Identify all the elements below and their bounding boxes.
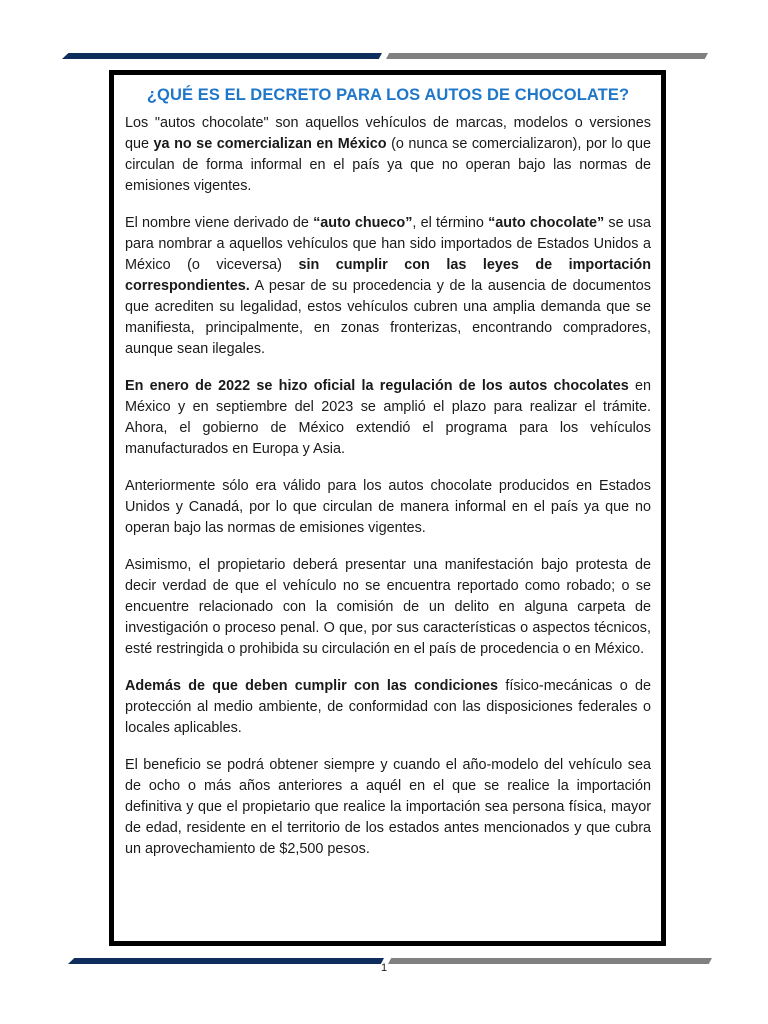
page-number: 1 bbox=[380, 962, 388, 974]
paragraph-owner-declaration bbox=[125, 555, 651, 660]
paragraph-previous-validity bbox=[125, 476, 651, 539]
bold-phrase: Además de que deben cumplir con las condiciones bbox=[125, 678, 499, 694]
paragraph-text: , el término bbox=[412, 215, 489, 231]
article-frame bbox=[109, 70, 666, 946]
paragraph-text: El nombre viene derivado de bbox=[125, 215, 314, 231]
article-content bbox=[125, 80, 651, 876]
header-gray-stripe bbox=[386, 53, 708, 59]
paragraph-text: A pesar de su procedencia y de la ausencia de documentos que acrediten su legalidad, estos vehículos cubren una amplia demanda que se manifiesta, principalmente, en zonas fronterizas, encontrando compradores, aunque sean ilegales. bbox=[125, 278, 651, 357]
bold-phrase: En enero de 2022 se hizo oficial la regulación de los autos chocolates bbox=[125, 378, 629, 394]
paragraph-benefit-requirements bbox=[125, 755, 651, 860]
article-title: ¿QUÉ ES EL DECRETO PARA LOS AUTOS DE CHOCOLATE? bbox=[146, 86, 630, 104]
bold-phrase: “auto chocolate” bbox=[488, 215, 605, 231]
paragraph-text: físico-mecánicas o de protección al medio ambiente, de conformidad con las disposiciones federales o locales aplicables. bbox=[125, 678, 651, 736]
paragraph-text: Asimismo, el propietario deberá presentar una manifestación bajo protesta de decir verdad de que el vehículo no se encuentra reportado como robado; o se encuentre relacionado con la comisión de un delito en alguna carpeta de investigación o proceso penal. O que, por sus características o aspectos técnicos, esté restringida o prohibida su circulación en el país de procedencia o en México. bbox=[125, 557, 651, 657]
paragraph-text: El beneficio se podrá obtener siempre y cuando el año-modelo del vehículo sea de ocho o más años anteriores a aquél en el que se realice la importación definitiva y que el propietario que realice la importación sea persona física, mayor de edad, residente en el territorio de los estados antes mencionados y que cubra un aprovechamiento de $2,500 pesos. bbox=[125, 757, 651, 857]
bold-phrase: sin cumplir con las leyes de importación correspondientes. bbox=[125, 257, 651, 294]
paragraph-text: Los "autos chocolate" son aquellos vehículos de marcas, modelos o versiones que bbox=[125, 115, 651, 152]
paragraph-text: en México y en septiembre del 2023 se amplió el plazo para realizar el trámite. Ahora, el gobierno de México extendió el programa para los vehículos manufacturados en Europa y Asia. bbox=[125, 378, 651, 457]
paragraph-text: Anteriormente sólo era válido para los autos chocolate producidos en Estados Unidos y Canadá, por lo que circulan de manera informal en el país ya que no operan bajo las normas de emisiones vigentes. bbox=[125, 478, 651, 536]
paragraph-text: (o nunca se comercializaron), por lo que circulan de forma informal en el país ya que no operan bajo las normas de emisiones vigentes. bbox=[125, 136, 652, 194]
paragraph-regulation-date bbox=[125, 376, 651, 460]
paragraph-name-origin bbox=[125, 213, 651, 360]
paragraph-definition bbox=[125, 113, 651, 197]
paragraph-conditions bbox=[125, 676, 651, 739]
bold-phrase: ya no se comercializan en México bbox=[153, 136, 387, 152]
paragraph-text: se usa para nombrar a aquellos vehículos que han sido importados de Estados Unidos a México (o viceversa) bbox=[125, 215, 651, 273]
header-navy-stripe bbox=[62, 53, 382, 59]
bold-phrase: “auto chueco” bbox=[313, 215, 413, 231]
header-decorative-band bbox=[0, 50, 768, 62]
